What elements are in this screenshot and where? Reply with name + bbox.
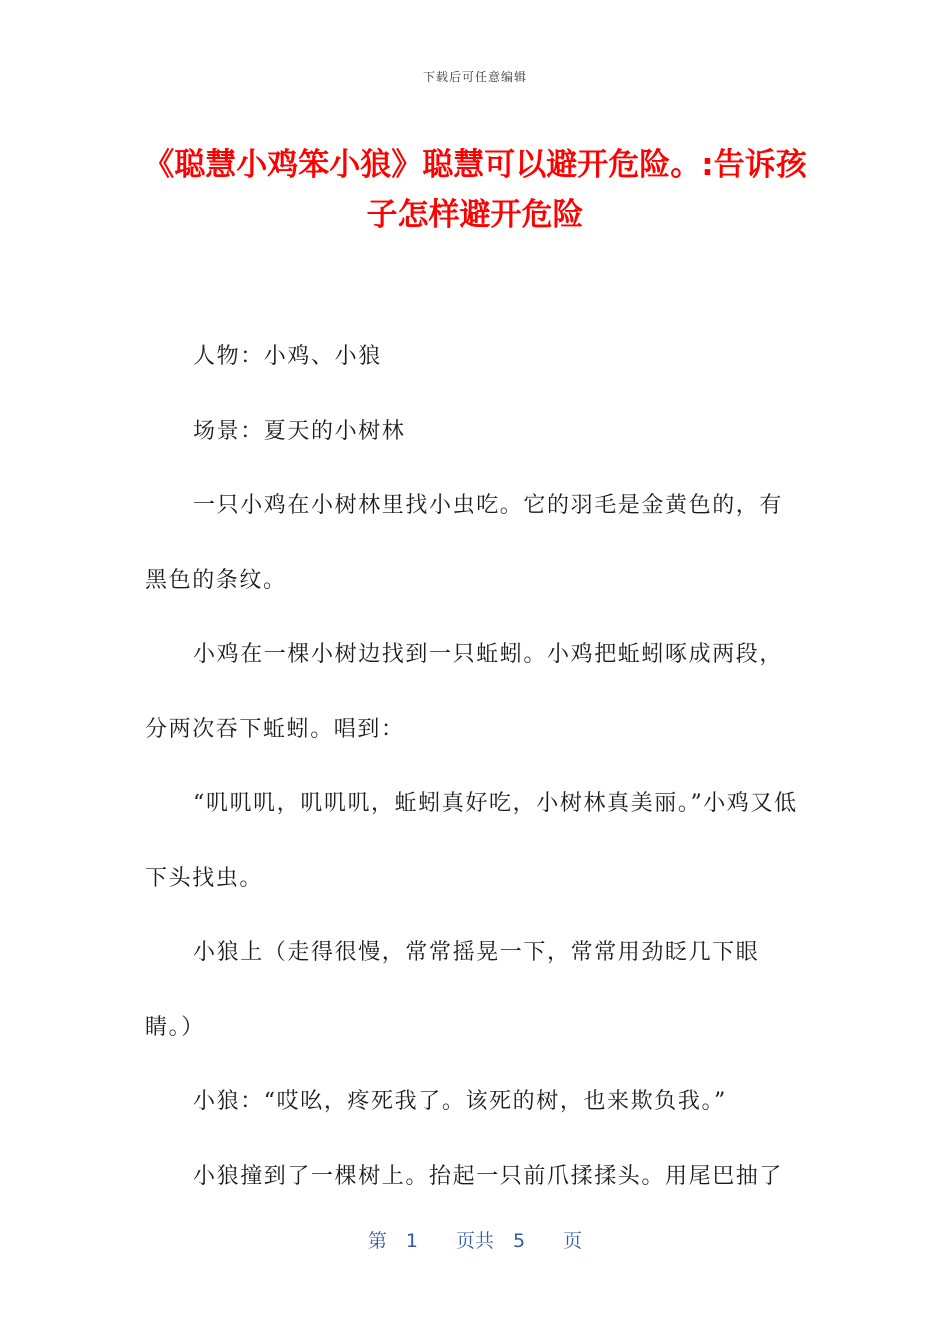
document-body bbox=[145, 320, 805, 1214]
paragraph-chick-intro: 一只小鸡在小树林里找小虫吃。它的羽毛是金黄色的，有黑色的条纹。 bbox=[145, 493, 784, 593]
paragraph-wolf-speaks: 小狼：“哎吆，疼死我了。该死的树，也来欺负我。” bbox=[193, 1089, 727, 1114]
page-number-footer: 第 1 页共 5 页 bbox=[367, 1230, 583, 1252]
document-title: 《聪慧小鸡笨小狼》聪慧可以避开危险。:告诉孩子怎样避开危险 bbox=[143, 147, 807, 233]
paragraph-scene: 场景：夏天的小树林 bbox=[193, 418, 406, 444]
paragraph-wolf-enters: 小狼上（走得很慢，常常摇晃一下，常常用劲眨几下眼睛。） bbox=[145, 940, 760, 1040]
paragraph-characters: 人物：小鸡、小狼 bbox=[193, 344, 382, 369]
page-header-note: 下载后可任意编辑 bbox=[422, 70, 527, 84]
paragraph-wolf-tree: 小狼撞到了一棵树上。抬起一只前爪揉揉头。用尾巴抽了 bbox=[193, 1163, 784, 1189]
paragraph-chick-song: “叽叽叽，叽叽叽，蚯蚓真好吃，小树林真美丽。”小鸡又低下头找虫。 bbox=[145, 791, 798, 891]
paragraph-earthworm: 小鸡在一棵小树边找到一只蚯蚓。小鸡把蚯蚓啄成两段，分两次吞下蚯蚓。唱到： bbox=[145, 642, 784, 742]
